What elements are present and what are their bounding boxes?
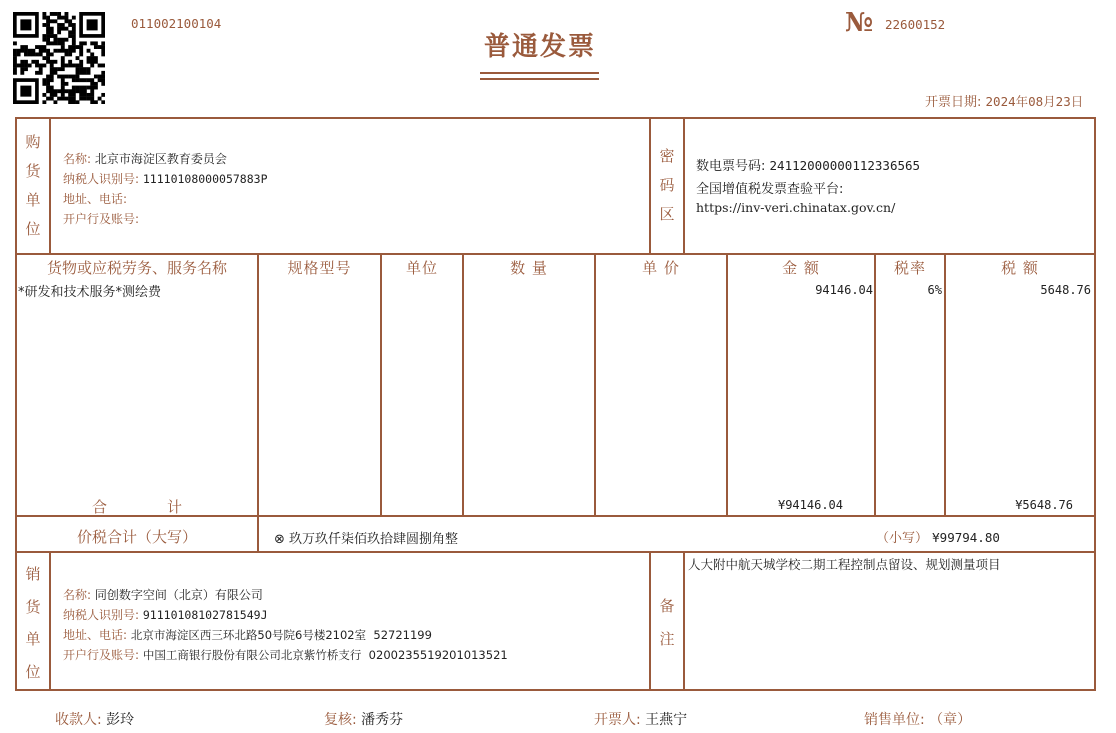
total-words (274, 528, 458, 547)
cipher-label-char: 码 (659, 176, 675, 194)
remarks-text: 人大附中航天城学校二期工程控制点留设、规划测量项目 (688, 557, 1001, 572)
cipher-label-char: 密 (659, 147, 675, 165)
seller-label-divider (49, 551, 51, 691)
cipher-label-char: 区 (659, 205, 675, 223)
e-invoice-number (696, 155, 920, 174)
buyer-label-char: 货 (25, 162, 41, 180)
buyer-name-value: 北京市海淀区教育委员会 (94, 152, 227, 166)
col-header-price: 单 价 (642, 259, 680, 277)
subtotal-amount: ¥94146.04 (777, 498, 843, 512)
buyer-bank-row (63, 210, 139, 227)
col-line-spec (257, 253, 259, 553)
number-mark: № (845, 8, 874, 38)
total-small (876, 527, 1000, 546)
seller-bank-label: 开户行及账号: (63, 648, 140, 662)
item-name: *研发和技术服务*测绘费 (18, 285, 162, 300)
remark-label-divider (683, 551, 685, 691)
e-invoice-value: 24112000000112336565 (769, 158, 921, 173)
seller-address-row (63, 626, 432, 643)
invoice-number: 22600152 (885, 17, 946, 32)
payee-label: 收款人: (55, 712, 102, 728)
seller-address-value: 北京市海淀区西三环北路50号院6号楼2102室 52721199 (130, 628, 432, 642)
col-header-qty: 数 量 (510, 259, 548, 277)
seller-taxid-row (63, 606, 268, 623)
qr-code-icon (13, 12, 105, 104)
cipher-label-divider (683, 117, 685, 254)
buyer-bank-label: 开户行及账号: (63, 212, 140, 226)
invoice-code: 011002100104 (131, 16, 222, 31)
seller-bank-row (63, 646, 508, 663)
col-line-price (594, 253, 596, 516)
buyer-taxid-value: 11110108000057883P (142, 172, 268, 186)
cross-circle-icon: ⊗ (274, 532, 285, 547)
seller-name-label: 名称: (63, 588, 92, 602)
col-line-unit (380, 253, 382, 516)
item-tax: 5648.76 (1040, 283, 1091, 297)
buyer-address-row (63, 190, 127, 207)
seller-label-char: 位 (25, 662, 41, 681)
remarks-label-char: 注 (659, 630, 675, 648)
seller-unit-label: 销售单位: (864, 712, 925, 728)
col-header-unit: 单位 (405, 259, 438, 277)
buyer-taxid-row (63, 170, 268, 187)
drawer-value: 王燕宁 (645, 712, 688, 728)
total-small-value: ¥99794.80 (932, 530, 1000, 545)
buyer-name-label: 名称: (63, 152, 92, 166)
buyer-label-char: 购 (25, 133, 41, 151)
issue-date-value: 2024年08月23日 (985, 94, 1084, 109)
reviewer-value: 潘秀芬 (361, 712, 404, 728)
seller-label-char: 货 (25, 597, 41, 616)
remarks-label-char: 备 (659, 597, 675, 615)
buyer-taxid-label: 纳税人识别号: (63, 172, 140, 186)
footer-payee (55, 709, 134, 729)
platform-url-link[interactable]: https://inv-veri.chinatax.gov.cn/ (696, 200, 896, 215)
subtotal-label: 合 计 (91, 498, 182, 516)
total-words-value: 玖万玖仟柒佰玖拾肆圆捌角整 (289, 532, 459, 547)
seller-name-value: 同创数字空间（北京）有限公司 (94, 588, 263, 602)
issue-date-label: 开票日期: (925, 95, 982, 110)
total-small-label: （小写） (876, 531, 929, 546)
footer-seller-unit (864, 709, 971, 729)
col-header-amount: 金 额 (782, 259, 820, 277)
invoice-title: 普通发票 (483, 32, 596, 62)
seller-address-label: 地址、电话: (63, 628, 128, 642)
seller-name-row (63, 586, 263, 603)
col-header-tax: 税 额 (1001, 259, 1039, 277)
buyer-section-label (17, 128, 49, 244)
invoice-frame (15, 117, 1096, 691)
col-header-name: 货物或应税劳务、服务名称 (46, 259, 227, 277)
title-underline-1 (480, 72, 599, 74)
title-underline-2 (480, 78, 599, 80)
buyer-label-divider (49, 117, 51, 254)
issue-date (925, 91, 1083, 110)
payee-value: 彭玲 (106, 712, 135, 728)
seller-label-char: 单 (25, 630, 41, 648)
subtotal-tax: ¥5648.76 (1015, 498, 1073, 512)
seller-unit-value: （章） (929, 712, 972, 728)
seller-taxid-label: 纳税人识别号: (63, 608, 140, 622)
footer-drawer (594, 709, 687, 729)
col-header-rate: 税率 (893, 259, 926, 277)
sep-buyer-items (15, 253, 1096, 255)
item-amount: 94146.04 (815, 283, 873, 297)
seller-section-label (17, 558, 49, 688)
buyer-label-char: 单 (25, 191, 41, 209)
seller-label-char: 销 (25, 565, 41, 583)
remarks-section-label (651, 590, 683, 656)
footer-reviewer (324, 709, 403, 729)
cipher-section-label (651, 142, 683, 229)
total-label: 价税合计（大写） (76, 528, 197, 546)
seller-bank-value: 中国工商银行股份有限公司北京紫竹桥支行 0200235519201013521 (142, 648, 508, 662)
platform-label: 全国增值税发票查验平台: (696, 182, 844, 197)
sep-total-seller (15, 551, 1096, 553)
seller-taxid-value: 91110108102781549J (142, 608, 268, 622)
buyer-label-char: 位 (25, 220, 41, 238)
col-header-spec: 规格型号 (287, 259, 352, 277)
e-invoice-label: 数电票号码: (696, 159, 766, 174)
drawer-label: 开票人: (594, 712, 641, 728)
buyer-address-label: 地址、电话: (63, 192, 128, 206)
qr-code (13, 12, 105, 104)
buyer-name-row (63, 150, 227, 167)
col-line-qty (462, 253, 464, 516)
reviewer-label: 复核: (324, 712, 357, 728)
item-rate: 6% (927, 283, 942, 297)
